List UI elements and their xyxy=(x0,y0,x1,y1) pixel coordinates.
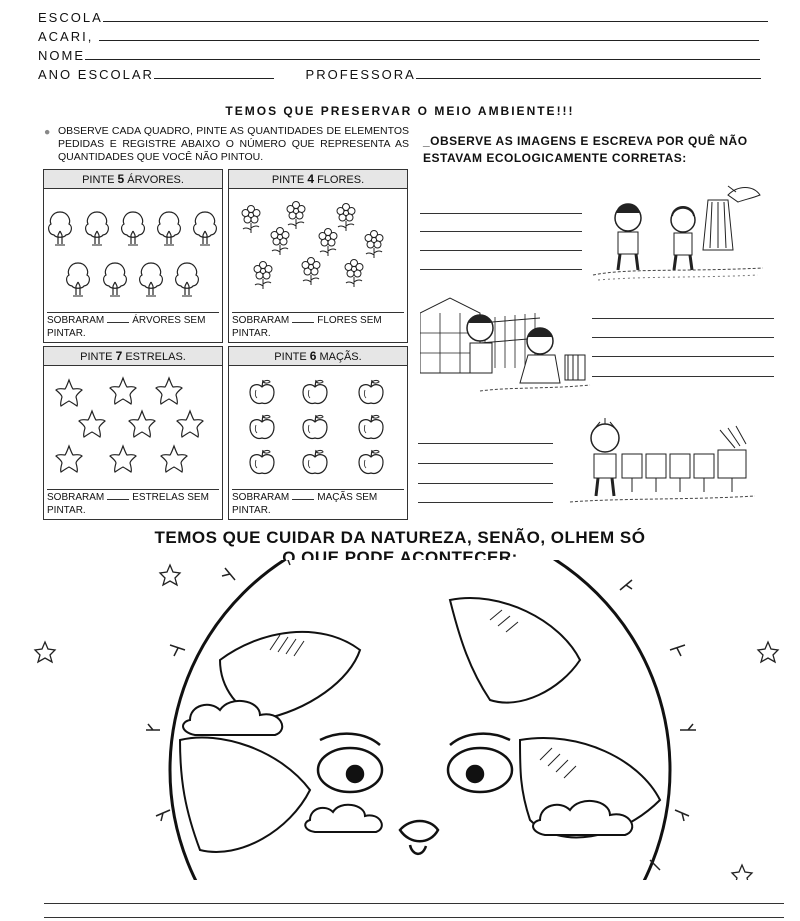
tree-icon xyxy=(194,212,217,245)
flower-icon xyxy=(345,260,363,288)
acari-field xyxy=(38,29,759,44)
star-icons[interactable] xyxy=(44,366,222,484)
box-stars-header: PINTE 7 ESTRELAS. xyxy=(44,347,222,366)
apple-icon xyxy=(250,415,274,438)
bottom-title-line-2: O QUE PODE ACONTECER: xyxy=(282,548,518,567)
left-instruction-text: OBSERVE CADA QUADRO, PINTE AS QUANTIDADES DE ELEMENTOS PEDIDAS E REGISTRE ABAIXO O NÚMERO QUE REPRESENTA AS QUANTIDADES QUE VOCÊ NÃO PINTOU. xyxy=(58,125,409,163)
answer-line[interactable] xyxy=(44,903,784,904)
tree-icon xyxy=(140,263,163,296)
left-instruction xyxy=(44,125,409,164)
bullet-icon: ● xyxy=(44,126,51,138)
star-icon xyxy=(56,446,82,472)
apple-icons[interactable] xyxy=(229,366,407,484)
tree-icons[interactable] xyxy=(44,189,222,307)
star-icon xyxy=(56,380,82,406)
acari-label: ACARI, xyxy=(38,29,94,44)
box-trees xyxy=(43,169,223,343)
nome-field xyxy=(38,48,760,63)
flowers-grid xyxy=(229,189,407,307)
tree-icon xyxy=(122,212,145,245)
nome-label: NOME xyxy=(38,48,85,63)
right-instruction: _OBSERVE AS IMAGENS E ESCREVA POR QUÊ NÃO ESTAVAM ECOLOGICAMENTE CORRETAS: xyxy=(423,134,748,165)
apple-icon xyxy=(359,450,383,473)
flower-icons[interactable] xyxy=(229,189,407,307)
star-icon xyxy=(110,446,136,472)
answer-blank[interactable] xyxy=(292,322,314,323)
answer-line[interactable] xyxy=(418,502,553,503)
escola-label: ESCOLA xyxy=(38,10,103,25)
nome-line[interactable] xyxy=(85,48,760,60)
box-stars-footer: SOBRARAM ESTRELAS SEM PINTAR. xyxy=(47,489,219,517)
flower-icon xyxy=(254,262,272,290)
flower-icon xyxy=(337,204,355,232)
star-icon xyxy=(129,411,155,437)
box-trees-header: PINTE 5 ÁRVORES. xyxy=(44,170,222,189)
apple-icon xyxy=(303,415,327,438)
flower-icon xyxy=(319,229,337,257)
tree-icon xyxy=(67,263,90,296)
box-stars xyxy=(43,346,223,520)
apples-grid xyxy=(229,366,407,484)
bottom-title-line-1: TEMOS QUE CUIDAR DA NATUREZA, SENÃO, OLHEM SÓ xyxy=(154,528,646,547)
answer-line[interactable] xyxy=(592,376,774,377)
scene-litter-illustration xyxy=(420,293,592,403)
acari-line[interactable] xyxy=(99,29,759,41)
answer-line[interactable] xyxy=(592,318,774,319)
box-apples-footer: SOBRARAM MAÇÃS SEM PINTAR. xyxy=(232,489,404,517)
answer-line[interactable] xyxy=(420,269,582,270)
answer-line[interactable] xyxy=(418,463,553,464)
star-icon xyxy=(177,411,203,437)
star-icon xyxy=(110,378,136,404)
ano-label: ANO ESCOLAR xyxy=(38,67,154,82)
answer-line[interactable] xyxy=(418,483,553,484)
scene-bird-cage-illustration xyxy=(588,180,770,290)
escola-line[interactable] xyxy=(103,10,768,22)
answer-line[interactable] xyxy=(44,917,784,918)
star-icon xyxy=(161,446,187,472)
stars-grid xyxy=(44,366,222,484)
flower-icon xyxy=(302,258,320,286)
apple-icon xyxy=(359,415,383,438)
answer-line[interactable] xyxy=(418,443,553,444)
answer-line[interactable] xyxy=(420,231,582,232)
answer-blank[interactable] xyxy=(107,499,129,500)
box-apples xyxy=(228,346,408,520)
flower-icon xyxy=(365,231,383,259)
box-flowers-header: PINTE 4 FLORES. xyxy=(229,170,407,189)
tree-icon xyxy=(158,212,181,245)
trees-grid xyxy=(44,189,222,307)
flower-icon xyxy=(242,206,260,234)
box-flowers-footer: SOBRARAM FLORES SEM PINTAR. xyxy=(232,312,404,340)
tree-icon xyxy=(104,263,127,296)
answer-blank[interactable] xyxy=(107,322,129,323)
apple-icon xyxy=(303,380,327,403)
professora-line[interactable] xyxy=(416,67,761,79)
tree-icon xyxy=(176,263,199,296)
apple-icon xyxy=(250,380,274,403)
answer-line[interactable] xyxy=(592,356,774,357)
ano-field xyxy=(38,67,761,82)
box-flowers xyxy=(228,169,408,343)
box-apples-header: PINTE 6 MAÇÃS. xyxy=(229,347,407,366)
answer-line[interactable] xyxy=(420,250,582,251)
ano-line[interactable] xyxy=(154,67,274,79)
sad-earth-illustration xyxy=(20,560,790,890)
answer-line[interactable] xyxy=(420,213,582,214)
apple-icon xyxy=(250,450,274,473)
answer-line[interactable] xyxy=(592,337,774,338)
box-trees-footer: SOBRARAM ÁRVORES SEM PINTAR. xyxy=(47,312,219,340)
apple-icon xyxy=(359,380,383,403)
flower-icon xyxy=(271,228,289,256)
star-icon xyxy=(156,378,182,404)
tree-icon xyxy=(49,212,72,245)
tree-icon xyxy=(86,212,109,245)
escola-field xyxy=(38,10,768,25)
apple-icon xyxy=(303,450,327,473)
flower-icon xyxy=(287,202,305,230)
scene-recycling-illustration xyxy=(560,410,760,510)
page-title: TEMOS QUE PRESERVAR O MEIO AMBIENTE!!! xyxy=(225,104,575,118)
answer-blank[interactable] xyxy=(292,499,314,500)
professora-label: PROFESSORA xyxy=(305,67,416,82)
star-icon xyxy=(79,411,105,437)
